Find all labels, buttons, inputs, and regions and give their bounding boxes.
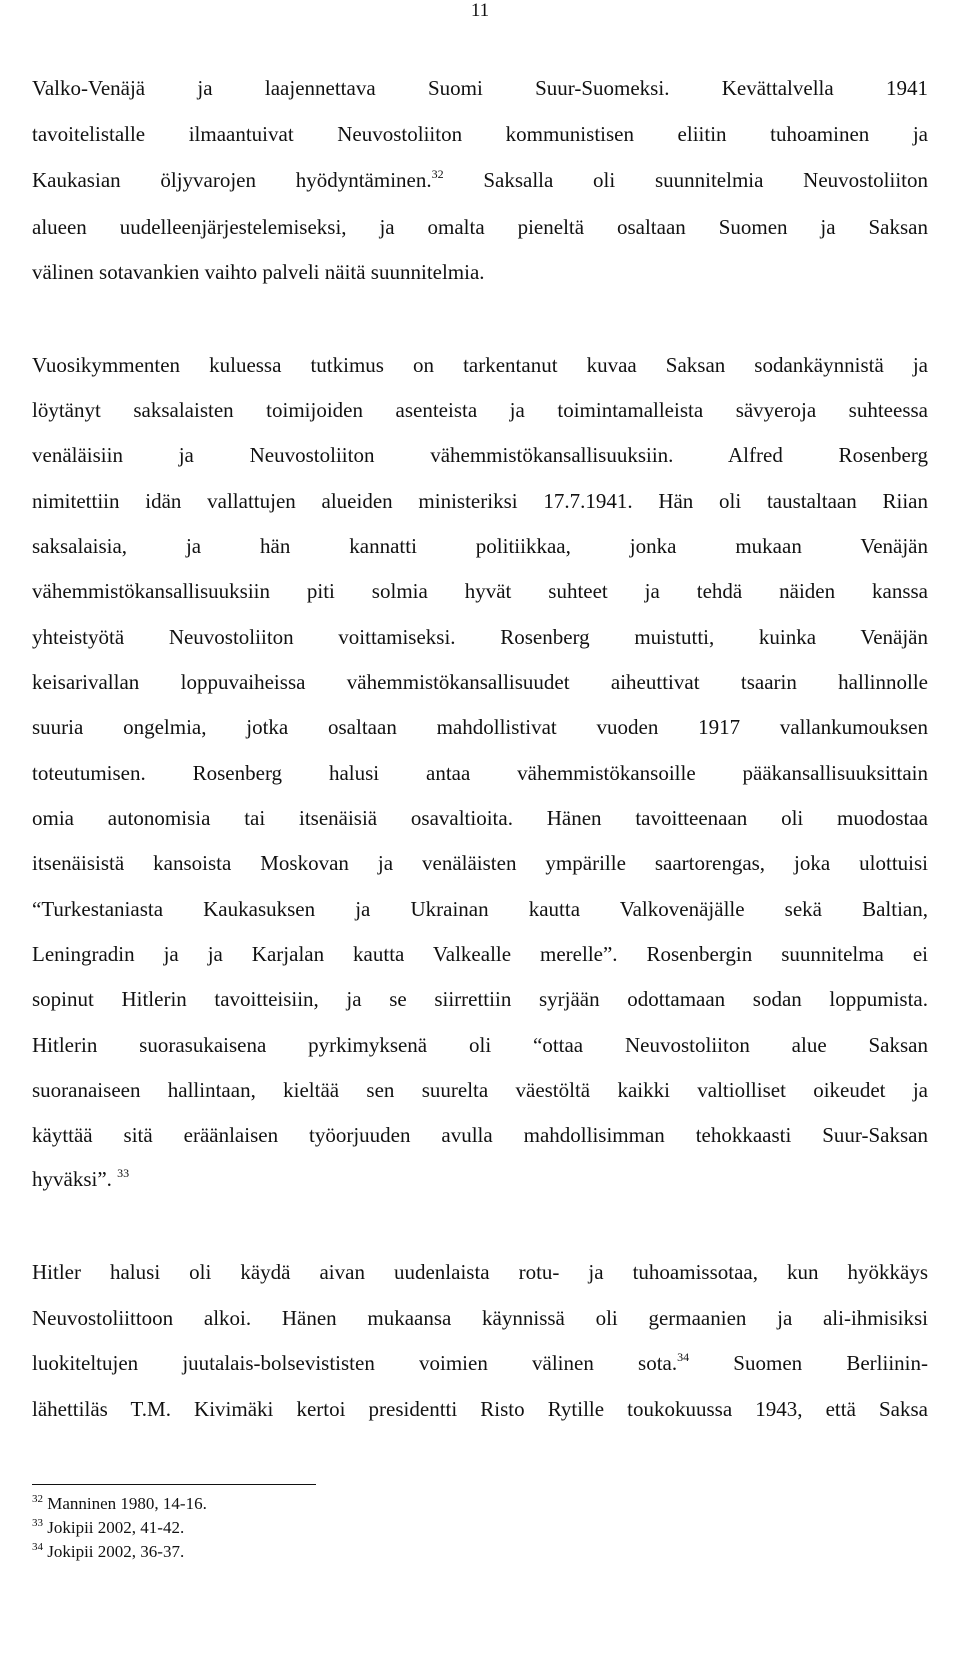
text-line: keisarivallan loppuvaiheissa vähemmistökansallisuudet aiheuttivat tsaarin hallinnolle (32, 670, 928, 694)
text-line: toteutumisen. Rosenberg halusi antaa vähemmistökansoille pääkansallisuuksittain (32, 761, 928, 785)
text-line: käyttää sitä eräänlaisen työorjuuden avulla mahdollisimman tehokkaasti Suur-Saksan (32, 1123, 928, 1147)
text-line: omia autonomisia tai itsenäisiä osavaltioita. Hänen tavoitteenaan oli muodostaa (32, 806, 928, 830)
text-line: “Turkestaniasta Kaukasuksen ja Ukrainan kautta Valkovenäjälle sekä Baltian, (32, 897, 928, 921)
text-line: Valko-Venäjä ja laajennettava Suomi Suur-Suomeksi. Kevättalvella 1941 (32, 76, 928, 100)
text-line: hyväksi”. $^{33}$ (32, 1166, 130, 1191)
footnote-separator (32, 1484, 316, 1485)
text-line: tavoitelistalle ilmaantuivat Neuvostoliiton kommunistisen eliitin tuhoaminen ja (32, 122, 928, 146)
text-line: yhteistyötä Neuvostoliiton voittamiseksi. Rosenberg muistutti, kuinka Venäjän (32, 625, 928, 649)
text-line: suoranaiseen hallintaan, kieltää sen suurelta väestöltä kaikki valtiolliset oikeudet ja (32, 1078, 928, 1102)
text-line: sopinut Hitlerin tavoitteisiin, ja se siirrettiin syrjään odottamaan sodan loppumista. (32, 987, 928, 1011)
text-line: Neuvostoliittoon alkoi. Hänen mukaansa käynnissä oli germaanien ja ali-ihmisiksi (32, 1306, 928, 1330)
text-line: venäläisiin ja Neuvostoliiton vähemmistökansallisuuksiin. Alfred Rosenberg (32, 443, 928, 467)
text-line: vähemmistökansallisuuksiin piti solmia hyvät suhteet ja tehdä näiden kanssa (32, 579, 928, 603)
text-line: Leningradin ja ja Karjalan kautta Valkealle merelle”. Rosenbergin suunnitelma ei (32, 942, 928, 966)
text-line: itsenäisistä kansoista Moskovan ja venäläisten ympärille saartorengas, joka ulottuisi (32, 851, 928, 875)
text-line: Vuosikymmenten kuluessa tutkimus on tarkentanut kuvaa Saksan sodankäynnistä ja (32, 353, 928, 377)
footnote-ref: 34 (677, 1350, 690, 1364)
footnote-ref: 33 (117, 1166, 130, 1180)
text-line: välinen sotavankien vaihto palveli näitä suunnitelmia. (32, 260, 485, 284)
text-line: alueen uudelleenjärjestelemiseksi, ja omalta pieneltä osaltaan Suomen ja Saksan (32, 215, 928, 239)
text-line: Hitlerin suorasukaisena pyrkimyksenä oli “ottaa Neuvostoliiton alue Saksan (32, 1033, 928, 1057)
text-line: saksalaisia, ja hän kannatti politiikkaa, jonka mukaan Venäjän (32, 534, 928, 558)
footnote-ref: 32 (431, 167, 444, 181)
text-line: löytänyt saksalaisten toimijoiden asenteista ja toimintamalleista sävyeroja suhteessa (32, 398, 928, 422)
text-line: luokiteltujen juutalais-bolsevististen voimien välinen sota.$^{34}$ Suomen Berliinin- (32, 1350, 928, 1375)
text-line: Hitler halusi oli käydä aivan uudenlaista rotu- ja tuhoamissotaa, kun hyökkäys (32, 1260, 928, 1284)
text-line: Kaukasian öljyvarojen hyödyntäminen.$^{32}$ Saksalla oli suunnitelmia Neuvostoliiton (32, 167, 928, 192)
footnote: $^{32}$ Manninen 1980, 14-16. (32, 1493, 207, 1513)
footnote: $^{34}$ Jokipii 2002, 36-37. (32, 1541, 185, 1561)
footnote: $^{33}$ Jokipii 2002, 41-42. (32, 1517, 185, 1537)
text-line: nimitettiin idän vallattujen alueiden ministeriksi 17.7.1941. Hän oli taustaltaan Riian (32, 489, 928, 513)
text-line: suuria ongelmia, jotka osaltaan mahdollistivat vuoden 1917 vallankumouksen (32, 715, 928, 739)
text-line: lähettiläs T.M. Kivimäki kertoi presidentti Risto Rytille toukokuussa 1943, että Saksa (32, 1397, 928, 1421)
page-number: 11 (470, 0, 490, 21)
